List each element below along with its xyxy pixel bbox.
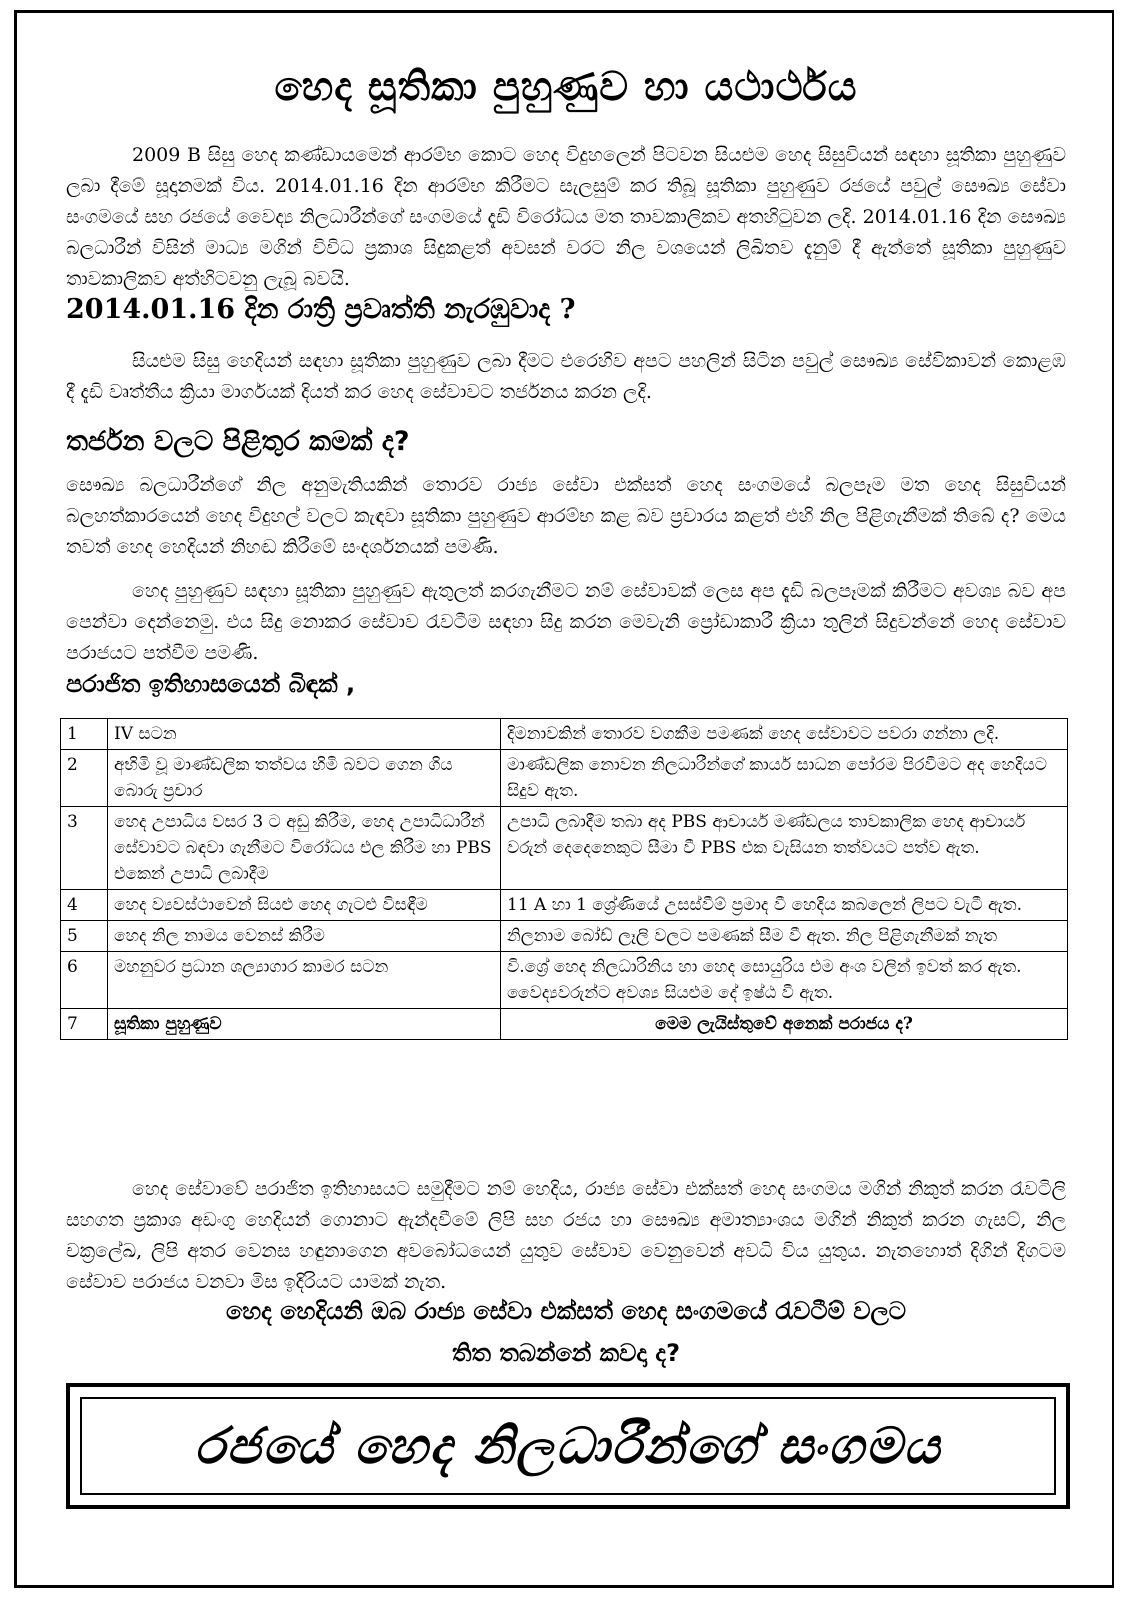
row-number: 2 <box>61 750 108 807</box>
closing-paragraph: හෙද සේවාවේ පරාජිත ඉතිහාසයට සමුදීමට නම් හෙදිය, රාජ්‍ය සේවා එක්සත් හෙද සංගමය මගින් නිකුත් කරන රැවටිලි සහගත ප්‍රකාශ අඩංගු හෙදියන් ගොනාට ඇන්දවීමේ ලිපි සහ රජය හා සෞඛ්‍ය අමාත්‍යාංශය මගින් නිකුත් කරන ගැසට්, නිල චක්‍රලේඛ, ලිපි අතර වෙනස හඳුනාගෙන අවබෝධයෙන් යුතුව සේවාව වෙනුවෙන් අවධි විය යුතුය. නැතහොත් දිගින් දිගටම සේවාව පරාජය වනවා මිස ඉදිරියට යාමක් නැත. <box>66 1178 1066 1293</box>
defeat-history-table <box>60 718 1068 1040</box>
heading-defeated-history: පරාජිත ඉතිහාසයෙන් බිඳක් , <box>66 670 356 698</box>
row-result: දිමනාවකින් තොරව වගකීම පමණක් හෙද සේවාවට පවරා ගන්නා ලදි. <box>501 719 1068 750</box>
heading-night-news: 2014.01.16 දින රාත්‍රි ප්‍රවෘත්ති නැරඹුවාද ? <box>66 294 576 325</box>
union-name-inner-frame <box>80 1397 1056 1495</box>
closing-question-line1: හෙද හෙදියනි ඔබ රාජ්‍ය සේවා එක්සත් හෙද සංගමයේ රැවටීම් වලට <box>225 1297 907 1325</box>
table-row <box>61 807 1068 890</box>
intro-paragraph: 2009 B සිසු හෙද කණ්ඩායමෙන් ආරම්භ කොට හෙද විදුහලෙන් පිටවන සියළුම හෙද සිසුවියන් සඳහා සූතිකා පුහුණුව ලබා දීමේ සූදානමක් විය. 2014.01.16 දින ආරම්භ කිරීමට සැලසුම් කර තිබූ සූතිකා පුහුණුව රජයේ පවුල් සෞඛ්‍ය සේවා සංගමයේ සහ රජයේ වෛද්‍ය නිලධාරීන්ගේ සංගමයේ දැඩි විරෝධය මත තාවකාලිකව අතහිටුවන ලදි. 2014.01.16 දින සෞඛ්‍ය බලධාරීන් විසින් මාධ්‍ය මගින් විවිධ ප්‍රකාශ සිදුකළත් අවසන් වරට නිල වශයෙන් ලිඛිතව දැනුම් දී ඇත්තේ සූතිකා පුහුණුව තාවකාලිකව අත්හිටවනු ලැබූ බවයි. <box>66 144 1066 290</box>
table-row <box>61 921 1068 952</box>
row-number: 6 <box>61 952 108 1009</box>
service-paragraph: හෙද පුහුණුව සඳහා සූතිකා පුහුණුව ඇතුලත් කරගැනීමට නම් සේවාවක් ලෙස අප දැඩි බලපෑමක් කිරීමට අවශ්‍ය බව අප පෙන්වා දෙන්නෙමු. එය සිදු නොකර සේවාව රැවටීම සඳහා සිදු කරන මෙවැනි ප්‍රෝඩාකාරී ක්‍රියා තුලින් සිදුවන්නේ හෙද සේවාව පරාජයට පත්වීම පමණි. <box>66 580 1066 664</box>
table-row <box>61 719 1068 750</box>
row-topic: හෙද උපාධිය වසර 3 ට අඩු කිරීම, හෙද උපාධිධාරීන් සේවාවට බඳවා ගැනීමට විරෝධය එල කිරීම හා PBS එකෙන් උපාධි ලබාදීම <box>108 807 501 890</box>
row-topic: මහනුවර ප්‍රධාන ශල්‍යාගාර කාමර සටන <box>108 952 501 1009</box>
table-row <box>61 890 1068 921</box>
table-row <box>61 1009 1068 1040</box>
table-row <box>61 750 1068 807</box>
union-name-box <box>66 1383 1070 1509</box>
row-number: 7 <box>61 1009 108 1040</box>
row-result: නිලනාම බෝඩ් ලෑලි වලට පමණක් සීම වී ඇත. නිල පිළිගැනීමක් නැත <box>501 921 1068 952</box>
night-news-paragraph: සියළුම සිසු හෙදියන් සඳහා සූතිකා පුහුණුව ලබා දීමට එරෙහිව අපට පහලින් සිටින පවුල් සෞඛ්‍ය සේවිකාවන් කොළඹ දී දැඩි වෘත්තීය ක්‍රියා මාර්ගයක් දියත් කර හෙද සේවාවට තර්ජනය කරන ලදි. <box>66 350 1066 403</box>
row-number: 4 <box>61 890 108 921</box>
row-topic: හෙද නිල නාමය වෙනස් කිරීම <box>108 921 501 952</box>
row-result: 11 A හා 1 ශ්‍රේණියේ උසස්වීම් ප්‍රමාද වී හෙදිය කබලෙන් ලිපට වැටී ඇත. <box>501 890 1068 921</box>
row-result: මාණ්ඩලික නොවන නිලධාරීන්ගේ කාර්ය සාධන පෝරම පිරවීමට අද හෙදියට සිදුව ඇත. <box>501 750 1068 807</box>
page-title: හෙද සූතිකා පුහුණුව හා යථාර්ථය <box>274 64 858 110</box>
row-topic: සූතිකා පුහුණුව <box>108 1009 501 1040</box>
table-row <box>61 952 1068 1009</box>
union-name: රජයේ හෙද නිලධාරීන්ගේ සංගමය <box>194 1416 942 1475</box>
threat-paragraph: සෞඛ්‍ය බලධාරීන්ගේ නිල අනුමැතියකින් තොරව රාජ්‍ය සේවා එක්සත් හෙද සංගමයේ බලපෑම මත හෙද සිසුවියන් බලහත්කාරයෙන් හෙද විදුහල් වලට කැඳවා සූතිකා පුහුණුව ආරම්භ කළ බව ප්‍රචාරය කළත් එහි නිල පිළිගැනීමක් තිබේ ද? මෙය තවත් හෙද හෙදියන් නිහඬ කිරීමේ සංදර්ශනයක් පමණි. <box>66 474 1066 558</box>
closing-question-line2: තිත තබන්නේ කවදා ද? <box>452 1339 680 1367</box>
row-number: 1 <box>61 719 108 750</box>
heading-threat-answer: තර්ජන වලට පිළිතුර කමක් ද? <box>66 426 410 457</box>
row-number: 3 <box>61 807 108 890</box>
row-topic: IV සටන <box>108 719 501 750</box>
row-topic: අභිමි වූ මාණ්ඩලික තත්වය හිමි බවට ගෙන ගිය බොරු ප්‍රචාර <box>108 750 501 807</box>
row-number: 5 <box>61 921 108 952</box>
row-result: මෙම ලැයිස්තුවේ අනෙක් පරාජය ද? <box>501 1009 1068 1040</box>
row-topic: හෙද ව්‍යවස්ථාවෙන් සියළු හෙද ගැටළු විසඳීම <box>108 890 501 921</box>
row-result: උපාධි ලබාදීම තබා අද PBS ආචාර්ය මණ්ඩලය තාවකාලික හෙද ආචාර්ය වරුන් දෙදෙනෙකුට සීමා වී PBS එක වැසියන තත්වයට පත්ව ඇත. <box>501 807 1068 890</box>
row-result: වි.ශ්‍රේ හෙද නිලධාරිනිය හා හෙද සොයුරිය එම අංශ වලින් ඉවත් කර ඇත. වෛද්‍යවරුන්ට අවශ්‍ය සියළුම දේ ඉෂ්ඨ වී ඇත. <box>501 952 1068 1009</box>
